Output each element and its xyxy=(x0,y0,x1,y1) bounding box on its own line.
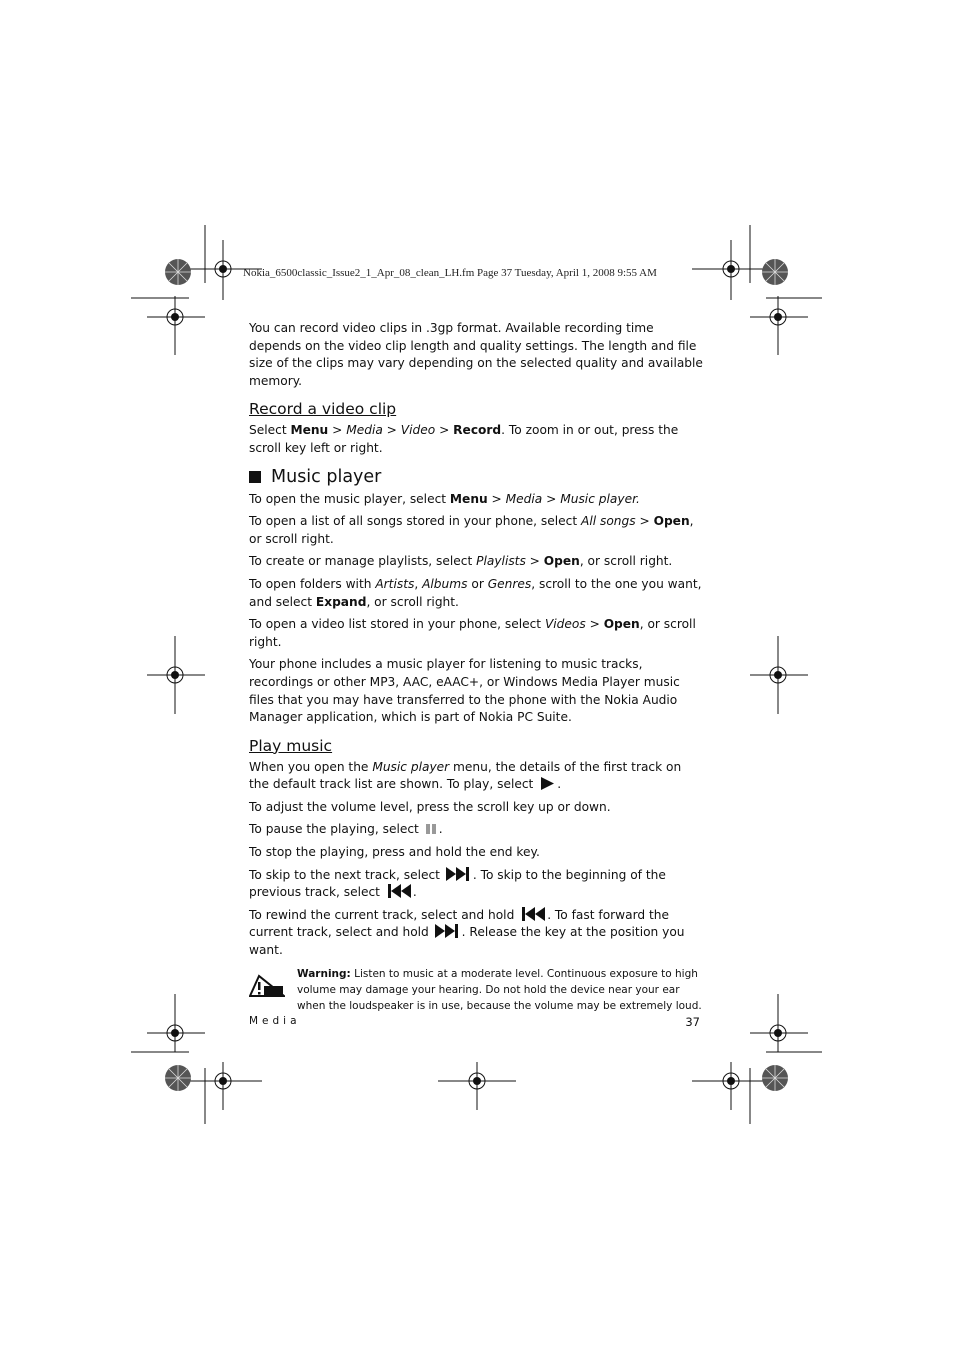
rewind-icon xyxy=(520,907,545,921)
warning-icon xyxy=(249,966,297,1014)
music-player-term: Music player xyxy=(372,759,450,774)
menu-term: Menu xyxy=(290,423,329,438)
text: > xyxy=(585,617,604,632)
warning-note xyxy=(249,966,705,1014)
text: > xyxy=(635,514,654,529)
text: > xyxy=(382,423,401,438)
text: When you open the xyxy=(249,759,373,774)
text: To open the music player, select xyxy=(249,491,450,506)
text: To open a video list stored in your phone, select xyxy=(249,617,545,632)
footer-section-name: Media xyxy=(249,1015,301,1027)
music-paragraph-6: Your phone includes a music player for listening to music tracks, recordings or other MP3, AAC, eAAC+, or Windows Media Player music files that you may have transferred to the phone with the Nokia Audio Manager application, which is part of Nokia PC Suite. xyxy=(249,657,680,725)
expand-term: Expand xyxy=(315,594,367,609)
text: > xyxy=(542,491,561,506)
genres-term: Genres xyxy=(487,576,532,591)
file-info-header: Nokia_6500classic_Issue2_1_Apr_08_clean_LH.fm Page 37 Tuesday, April 1, 2008 9:55 AM xyxy=(243,267,657,279)
play-paragraph-2: To adjust the volume level, press the scroll key up or down. xyxy=(249,799,611,814)
play-paragraph-4: To stop the playing, press and hold the end key. xyxy=(249,845,540,860)
all-songs-term: All songs xyxy=(581,514,636,529)
page-number: 37 xyxy=(685,1015,700,1029)
text: . Release the key at the position you want. xyxy=(249,925,685,958)
text: , or scroll right. xyxy=(249,514,694,546)
text: > xyxy=(328,423,347,438)
music-paragraph-2 xyxy=(249,513,705,548)
play-paragraph-5 xyxy=(249,867,705,902)
text: . To fast forward the current track, select and hold xyxy=(249,907,670,940)
intro-paragraph: You can record video clips in .3gp format. Available recording time depends on the video clip length and quality settings. The length and file size of the clips may vary depending on the selected quality and available memory. xyxy=(249,321,703,388)
text: To create or manage playlists, select xyxy=(249,554,477,569)
text: menu, the details of the first track on the default track list are shown. To play, select xyxy=(249,759,682,792)
media-term: Media xyxy=(505,491,543,506)
text: , scroll to the one you want, and select xyxy=(249,576,702,609)
video-term: Video xyxy=(400,423,436,438)
videos-term: Videos xyxy=(544,617,586,632)
text: Select xyxy=(249,423,291,438)
page-content xyxy=(249,320,705,1014)
text: . xyxy=(438,822,443,837)
text: Listen to music at a moderate level. Continuous exposure to high volume may damage your hearing. Do not hold the device near your ear when the loudspeaker is in use, because the volume may be extremely loud. xyxy=(297,967,702,1012)
play-icon xyxy=(539,777,555,790)
text: , or scroll right. xyxy=(366,594,459,609)
text: To open a list of all songs stored in your phone, select xyxy=(249,514,582,529)
previous-track-icon xyxy=(386,884,411,898)
text: To pause the playing, select xyxy=(249,822,423,837)
open-term: Open xyxy=(653,514,690,529)
section-title: Music player xyxy=(271,466,382,487)
music-player-term: Music player. xyxy=(560,491,640,506)
text: . To zoom in or out, press the scroll key left or right. xyxy=(249,423,679,455)
record-term: Record xyxy=(453,423,502,438)
section-square-icon xyxy=(249,471,261,483)
music-paragraph-1 xyxy=(249,491,705,509)
text: . xyxy=(412,885,417,900)
menu-term: Menu xyxy=(449,491,488,506)
artists-term: Artists xyxy=(375,576,415,591)
text: > xyxy=(435,423,454,438)
record-video-paragraph xyxy=(249,422,705,457)
text: . To skip to the beginning of the previous track, select xyxy=(249,867,666,900)
music-paragraph-5 xyxy=(249,616,705,651)
record-video-heading: Record a video clip xyxy=(249,400,397,419)
text: To open folders with xyxy=(249,576,376,591)
music-paragraph-4 xyxy=(249,576,705,611)
pause-icon xyxy=(425,823,437,835)
media-term: Media xyxy=(346,423,383,438)
play-paragraph-1 xyxy=(249,759,705,794)
albums-term: Albums xyxy=(422,576,468,591)
text: > xyxy=(525,554,544,569)
text: , or scroll right. xyxy=(249,617,696,649)
music-player-heading xyxy=(249,466,705,488)
text: > xyxy=(487,491,506,506)
playlists-term: Playlists xyxy=(476,554,526,569)
play-paragraph-6 xyxy=(249,907,705,960)
play-music-heading: Play music xyxy=(249,736,333,755)
text: , or scroll right. xyxy=(579,554,673,569)
open-term: Open xyxy=(603,617,640,632)
text: . xyxy=(557,777,562,792)
play-paragraph-3 xyxy=(249,821,705,839)
next-track-icon xyxy=(446,867,471,881)
music-paragraph-3 xyxy=(249,553,705,571)
text: To skip to the next track, select xyxy=(249,867,444,882)
open-term: Open xyxy=(543,554,580,569)
text: , xyxy=(414,576,423,591)
fast-forward-icon xyxy=(435,924,460,938)
text: To rewind the current track, select and hold xyxy=(249,907,519,922)
text: or xyxy=(467,576,488,591)
warning-label: Warning: xyxy=(297,967,351,980)
warning-text xyxy=(297,966,705,1014)
